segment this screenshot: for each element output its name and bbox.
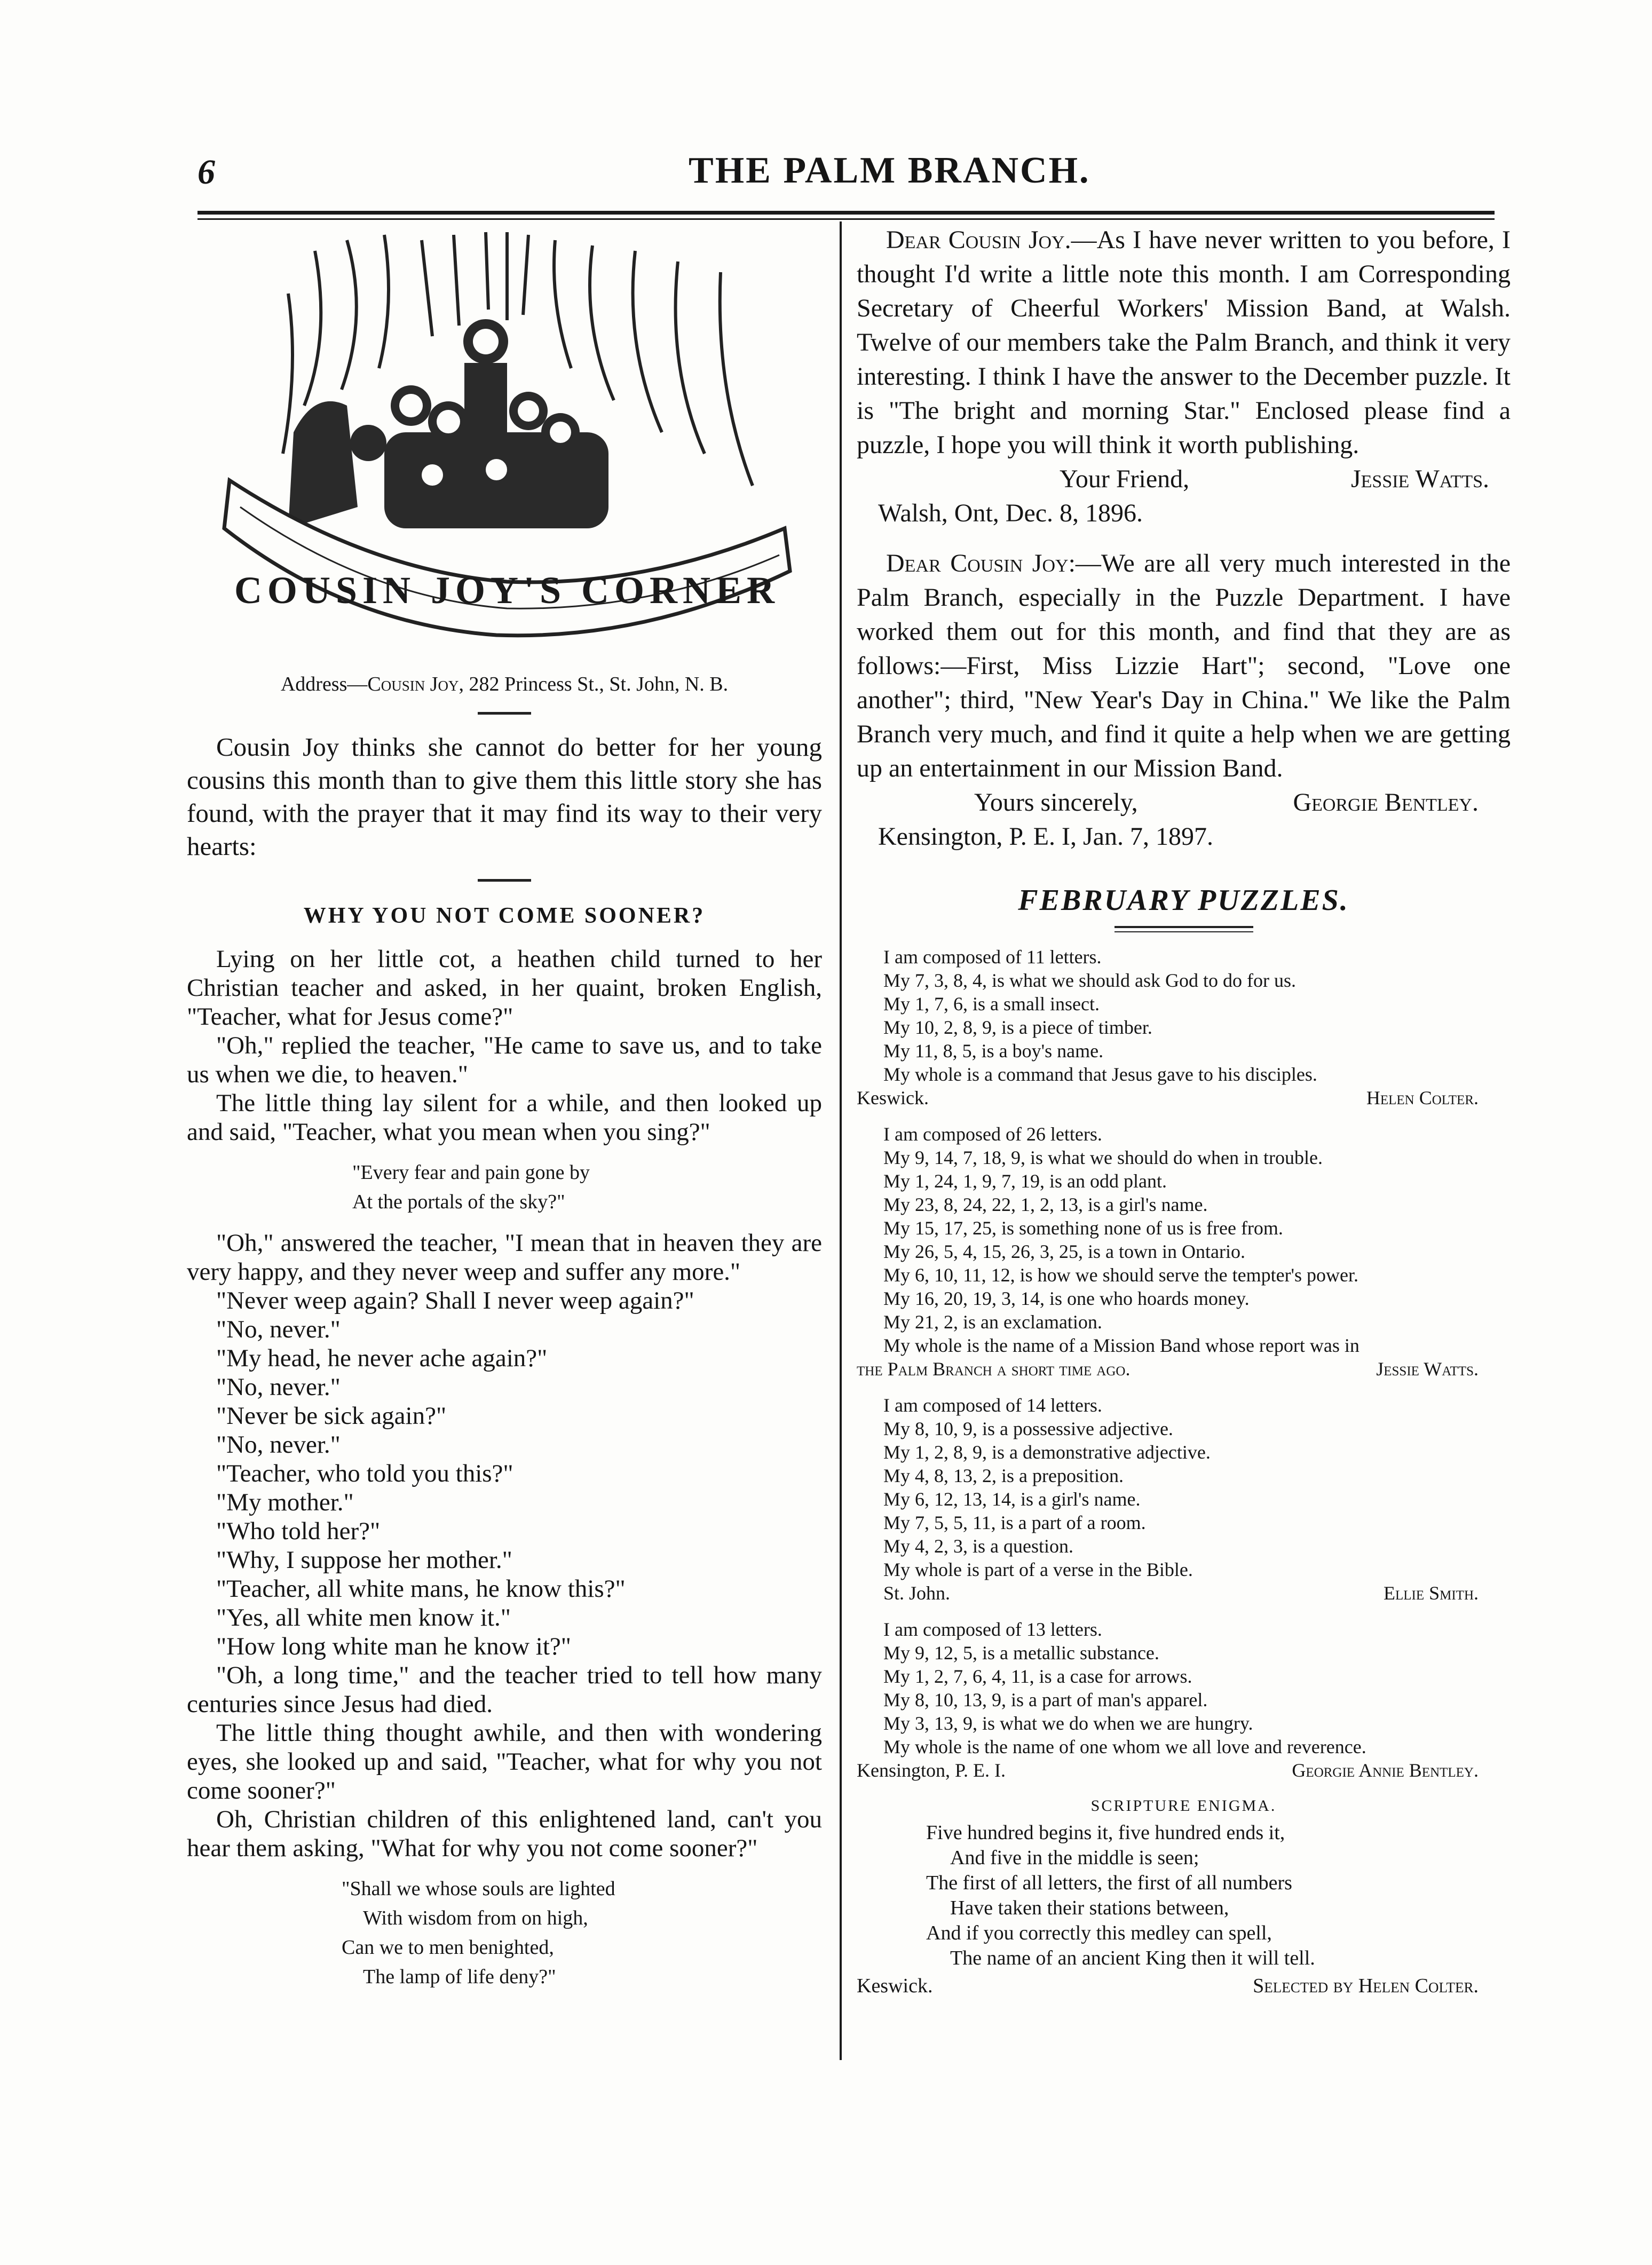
puzzle-1 [857,945,1511,1110]
puzzle-line: I am composed of 11 letters. [883,946,1102,968]
dialogue-line: "Never be sick again?" [216,1402,447,1430]
letter-close: Your Friend, [1060,465,1190,493]
enigma-line: The first of all letters, the first of all numbers [926,1872,1292,1894]
puzzle-signature [857,1357,1511,1381]
puzzle-line: My 1, 24, 1, 9, 7, 19, is an odd plant. [883,1170,1167,1192]
puzzle-signature [857,1581,1511,1605]
puzzle-line: My 3, 13, 9, is what we do when we are hungry. [883,1713,1253,1734]
right-column [857,223,1511,1998]
dialogue-line: "My head, he never ache again?" [216,1344,548,1372]
puzzle-place: Keswick. [857,1087,929,1108]
puzzle-2 [857,1122,1511,1381]
dialogue-line: "Teacher, all white mans, he know this?" [216,1575,626,1603]
story-paragraph: Lying on her little cot, a heathen child turned to her Christian teacher and asked, in her quaint, broken English, "Teacher, what for Jesus come?" [187,945,822,1031]
caption-rule [478,712,531,715]
running-title: THE PALM BRANCH. [689,150,1090,191]
engraving-svg [208,229,801,656]
puzzle-line: My 7, 3, 8, 4, is what we should ask God to do for us. [883,970,1296,991]
caption-name: Cousin Joy, [367,673,464,695]
enigma-line: And five in the middle is seen; [950,1847,1199,1869]
puzzle-line: I am composed of 13 letters. [883,1619,1102,1640]
puzzle-line: My 10, 2, 8, 9, is a piece of timber. [883,1017,1152,1038]
story-paragraph: "Oh," replied the teacher, "He came to save us, and to take us when we die, to heaven." [187,1032,822,1088]
enigma-credit: Selected by Helen Colter. [1253,1975,1479,1997]
dialogue-line: "No, never." [216,1316,341,1343]
letter-signer: Jessie Watts. [1350,465,1489,493]
puzzle-author: Jessie Watts. [1376,1358,1479,1380]
enigma-line: The name of an ancient King then it will tell. [950,1947,1315,1969]
puzzle-author: Georgie Annie Bentley. [1292,1760,1479,1781]
puzzle-line: My 11, 8, 5, is a boy's name. [883,1040,1104,1062]
puzzle-place: Kensington, P. E. I. [857,1760,1006,1781]
puzzle-signature [857,1086,1511,1110]
puzzle-3 [857,1393,1511,1605]
puzzle-line: My whole is part of a verse in the Bible. [883,1559,1193,1580]
enigma-place: Keswick. [857,1975,933,1997]
verse-line: "Every fear and pain gone by [352,1161,590,1184]
letter-one-signature [857,462,1511,496]
puzzle-signature [857,1759,1511,1782]
illustration-banner-text: COUSIN JOY'S CORNER [234,569,780,612]
intro-paragraph: Cousin Joy thinks she cannot do better for her young cousins this month than to give them this little story she has found, with the prayer that it may find its way to their very hearts: [187,732,822,861]
enigma-line: And if you correctly this medley can spell, [926,1922,1272,1944]
puzzle-line: My 21, 2, is an exclamation. [883,1311,1102,1333]
letter-salutation: Dear Cousin Joy. [886,226,1071,254]
letter-body: —As I have never written to you before, I thought I'd write a little note this month. I am Corresponding Secretary of Cheerful Workers' Mission Band, at Walsh. Twelve of our members take the Palm Branch, and think it very interesting. I think I have the answer to the December puzzle. It is "The bright and morning Star." Enclosed please find a puzzle, I hope you will think it worth publishing. [857,226,1511,459]
puzzle-line: My whole is the name of one whom we all love and reverence. [883,1736,1366,1757]
dialogue-line: "Why, I suppose her mother." [216,1546,512,1574]
puzzle-4 [857,1618,1511,1782]
puzzle-line: My 4, 2, 3, is a question. [883,1535,1073,1557]
letter-two-date: Kensington, P. E. I, Jan. 7, 1897. [878,822,1213,851]
puzzle-place: St. John. [883,1582,951,1604]
puzzle-line: My 7, 5, 5, 11, is a part of a room. [883,1512,1146,1533]
header-rule-thin [197,218,1495,220]
puzzle-line: My 26, 5, 4, 15, 26, 3, 25, is a town in Ontario. [883,1241,1245,1262]
puzzle-line: I am composed of 14 letters. [883,1395,1102,1416]
story-paragraph: The little thing lay silent for a while, and then looked up and said, "Teacher, what you mean when you sing?" [187,1089,822,1146]
verse-line: With wisdom from on high, [363,1907,588,1929]
puzzle-author: Helen Colter. [1366,1087,1479,1108]
puzzle-line: I am composed of 26 letters. [883,1123,1102,1145]
puzzle-line: My 9, 14, 7, 18, 9, is what we should do when in trouble. [883,1147,1323,1168]
story-title: WHY YOU NOT COME SOONER? [303,904,706,928]
scripture-enigma [857,1820,1511,1971]
cousin-joy-illustration [208,229,801,656]
letter-body: —We are all very much interested in the Palm Branch, especially in the Puzzle Department. I have worked them out for this month, and find that they are as follows:—First, Miss Lizzie Hart"; second, "Love one another"; third, "New Year's Day in China." We like the Palm Branch very much, and find it quite a help when we are getting up an entertainment in our Mission Band. [857,549,1511,782]
dialogue-line: "Teacher, who told you this?" [216,1460,513,1487]
puzzle-line: My 23, 8, 24, 22, 1, 2, 13, is a girl's name. [883,1194,1208,1215]
letter-two-signature [857,786,1511,820]
quoted-verse [352,1158,822,1217]
puzzle-line: My 9, 12, 5, is a metallic substance. [883,1642,1159,1664]
puzzle-line: My whole is a command that Jesus gave to his disciples. [883,1064,1317,1085]
puzzle-line: My 8, 10, 13, 9, is a part of man's apparel. [883,1689,1208,1710]
column-divider [840,221,842,2060]
address-caption [187,672,822,696]
puzzle-line: My 4, 8, 13, 2, is a preposition. [883,1465,1124,1486]
puzzle-line: My 8, 10, 9, is a possessive adjective. [883,1418,1173,1439]
verse-line: Can we to men benighted, [342,1936,554,1959]
letter-one [857,223,1511,462]
puzzle-author: Ellie Smith. [1383,1582,1479,1604]
puzzle-line: My 1, 7, 6, is a small insect. [883,993,1100,1015]
dialogue-line: "My mother." [216,1488,354,1516]
dialogue-line: "No, never." [216,1431,341,1459]
dialogue-line: "Oh, a long time," and the teacher tried to tell how many centuries since Jesus had died. [187,1661,822,1718]
verse-line: The lamp of life deny?" [363,1966,556,1988]
letter-salutation: Dear Cousin Joy: [886,549,1076,577]
dialogue-line: "Oh," answered the teacher, "I mean that in heaven they are very happy, and they never weep and suffer any more." [187,1229,822,1286]
dialogue-line: "How long white man he know it?" [216,1633,571,1660]
puzzle-line: My 16, 20, 19, 3, 14, is one who hoards money. [883,1288,1250,1309]
left-column [187,229,822,2003]
dialogue-line: Oh, Christian children of this enlightened land, can't you hear them asking, "What for why you not come sooner?" [187,1805,822,1862]
puzzle-line: My 1, 2, 8, 9, is a demonstrative adjective. [883,1442,1211,1463]
enigma-title: SCRIPTURE ENIGMA. [1090,1797,1277,1815]
dialogue-line: "Never weep again? Shall I never weep again?" [216,1287,694,1314]
verse-line: At the portals of the sky?" [352,1191,565,1213]
page-number: 6 [197,153,215,192]
closing-verse [342,1874,822,1992]
puzzle-line: My whole is the name of a Mission Band whose report was in [883,1335,1359,1356]
dialogue-line: The little thing thought awhile, and then with wondering eyes, she looked up and said, "Teacher, what for why you not come sooner?" [187,1719,822,1804]
dialogue-line: "No, never." [216,1373,341,1401]
enigma-line: Have taken their stations between, [950,1897,1229,1919]
puzzle-line: My 1, 2, 7, 6, 4, 11, is a case for arrows. [883,1666,1192,1687]
enigma-signature [857,1974,1511,1998]
puzzle-last-line: the Palm Branch a short time ago. [857,1358,1131,1380]
letter-two [857,547,1511,786]
dialogue-line: "Yes, all white men know it." [216,1604,511,1632]
caption-address: 282 Princess St., St. John, N. B. [464,673,729,695]
letter-one-date: Walsh, Ont, Dec. 8, 1896. [878,499,1143,527]
dialogue-line: "Who told her?" [216,1517,381,1545]
section-rule [478,879,531,882]
letter-signer: Georgie Bentley. [1293,788,1479,817]
puzzles-title-rule [1114,926,1253,932]
caption-prefix: Address— [280,673,368,695]
puzzle-line: My 15, 17, 25, is something none of us is free from. [883,1217,1283,1239]
puzzle-line: My 6, 10, 11, 12, is how we should serve the tempter's power. [883,1264,1359,1286]
puzzles-title: FEBRUARY PUZZLES. [1018,884,1349,917]
enigma-line: Five hundred begins it, five hundred ends it, [926,1821,1285,1844]
header-rule [197,211,1495,215]
puzzle-line: My 6, 12, 13, 14, is a girl's name. [883,1488,1141,1510]
letter-close: Yours sincerely, [974,788,1138,817]
verse-line: "Shall we whose souls are lighted [342,1878,615,1900]
